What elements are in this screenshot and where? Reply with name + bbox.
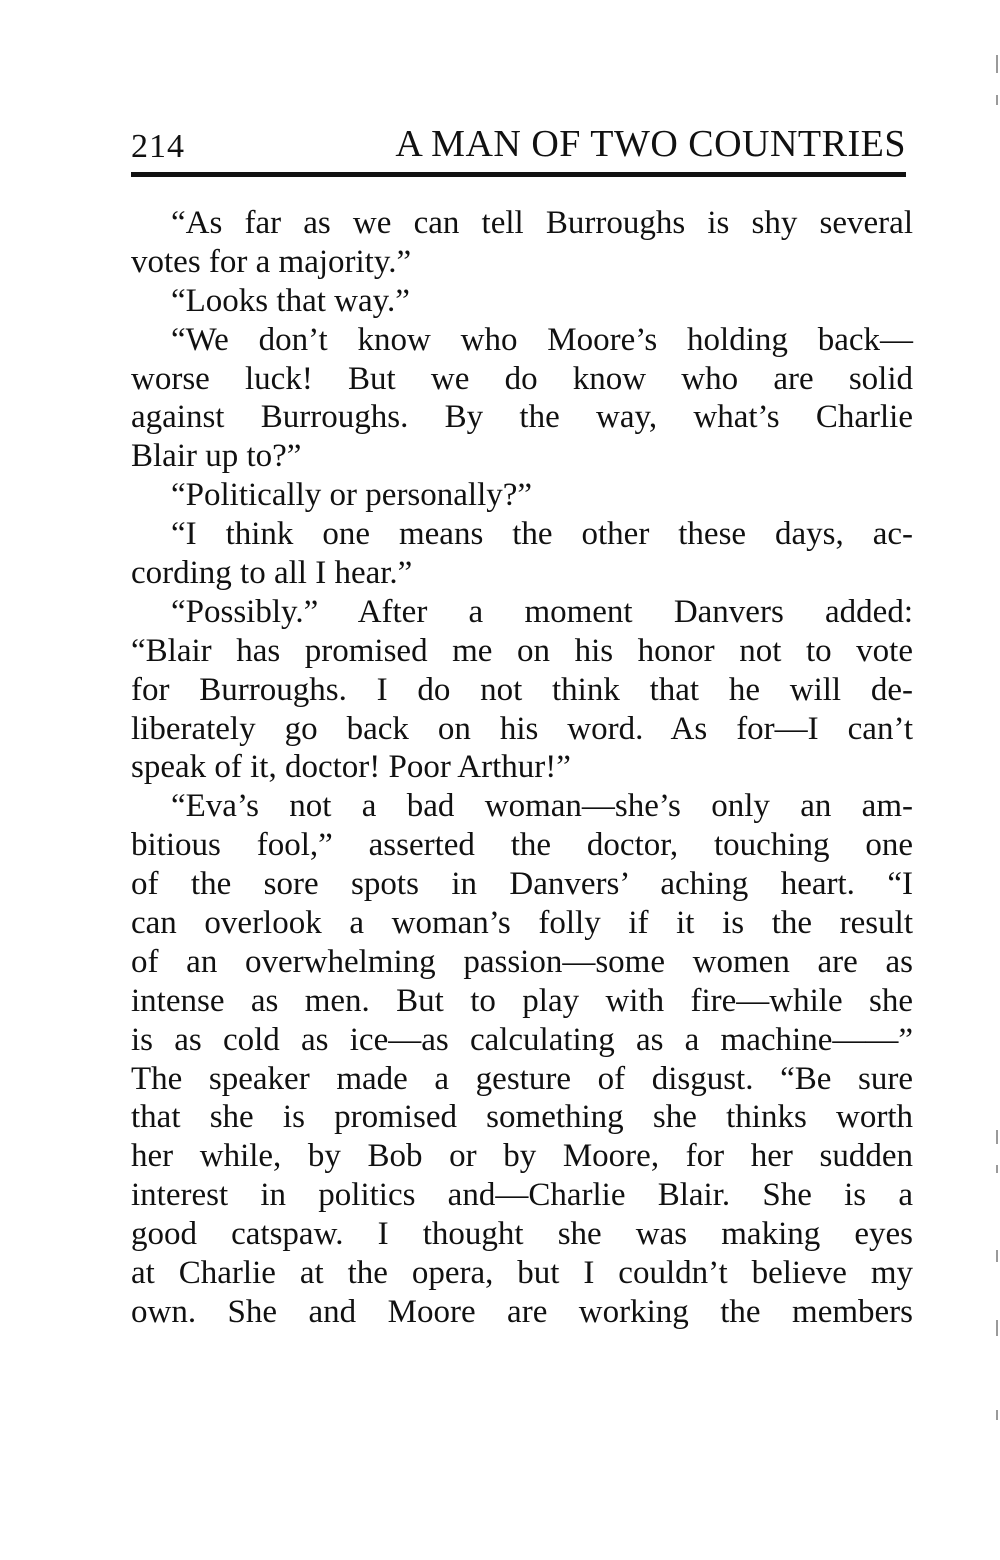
text-line: for Burroughs. I do not think that he will de-: [131, 671, 913, 708]
text-line: votes for a majority.”: [131, 243, 412, 280]
text-line: speak of it, doctor! Poor Arthur!”: [131, 749, 571, 786]
text-line: her while, by Bob or by Moore, for her sudden: [131, 1138, 913, 1175]
text-line: cording to all I hear.”: [131, 555, 413, 592]
page-edge-speckles: [994, 0, 1000, 1560]
edge-speck: [996, 1250, 998, 1262]
text-line: “Politically or personally?”: [171, 477, 533, 514]
edge-speck: [996, 55, 998, 73]
edge-speck: [996, 95, 998, 105]
text-line: good catspaw. I thought she was making eyes: [131, 1216, 913, 1253]
text-line: “We don’t know who Moore’s holding back—: [171, 321, 913, 358]
text-line: can overlook a woman’s folly if it is the result: [131, 905, 913, 942]
text-line: “Possibly.” After a moment Danvers added:: [171, 593, 913, 630]
edge-speck: [996, 1410, 998, 1420]
text-line: Blair up to?”: [131, 438, 302, 475]
text-line: “As far as we can tell Burroughs is shy several: [171, 205, 913, 241]
text-line: at Charlie at the opera, but I couldn’t believe my: [131, 1255, 913, 1292]
text-line: is as cold as ice—as calculating as a machine——”: [131, 1021, 913, 1058]
page-number: 214: [131, 128, 185, 165]
text-line: “Blair has promised me on his honor not to vote: [131, 632, 913, 669]
text-line: bitious fool,” asserted the doctor, touching one: [131, 827, 913, 864]
running-head: [131, 122, 906, 168]
edge-speck: [996, 1165, 998, 1173]
edge-speck: [996, 1320, 998, 1336]
text-line: of an overwhelming passion—some women are as: [131, 943, 913, 980]
text-line: “Eva’s not a bad woman—she’s only an am-: [171, 788, 913, 825]
header-rule: [131, 172, 906, 177]
body-text: [131, 204, 913, 1332]
text-line: worse luck! But we do know who are solid: [131, 360, 913, 397]
running-title: A MAN OF TWO COUNTRIES: [395, 123, 906, 165]
text-line: that she is promised something she thinks worth: [131, 1099, 913, 1136]
edge-speck: [996, 1130, 998, 1144]
text-line: “Looks that way.”: [171, 282, 410, 319]
text-line: liberately go back on his word. As for—I can’t: [131, 710, 913, 747]
text-line: The speaker made a gesture of disgust. “Be sure: [131, 1060, 913, 1097]
text-line: of the sore spots in Danvers’ aching heart. “I: [131, 866, 913, 903]
text-line: own. She and Moore are working the members: [131, 1293, 913, 1330]
text-line: intense as men. But to play with fire—while she: [131, 982, 913, 1019]
text-line: against Burroughs. By the way, what’s Charlie: [131, 399, 913, 436]
text-line: “I think one means the other these days, ac-: [171, 516, 913, 553]
text-line: interest in politics and—Charlie Blair. She is a: [131, 1177, 913, 1214]
